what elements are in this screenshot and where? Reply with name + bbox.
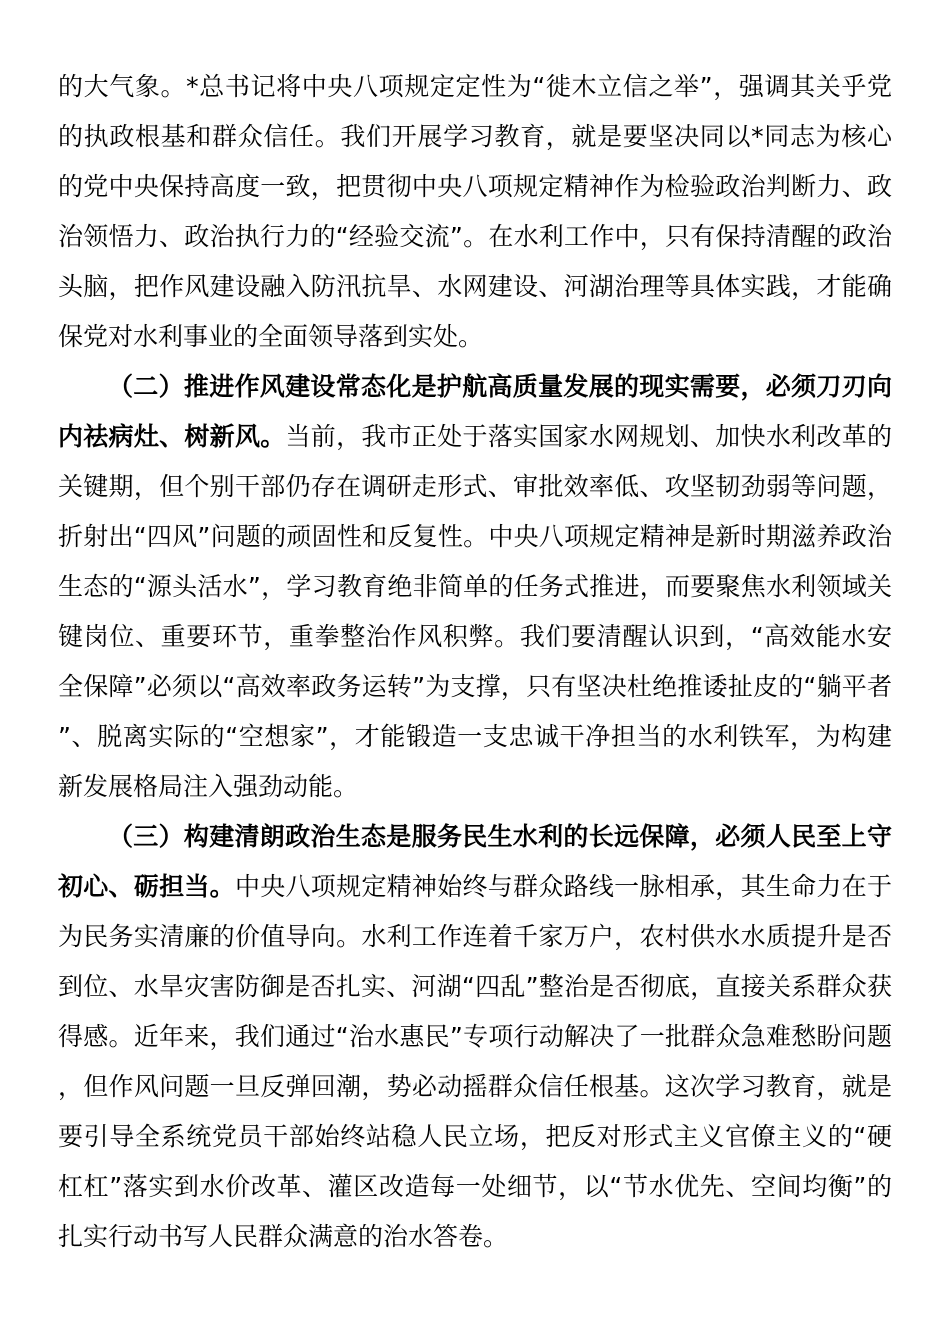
paragraph-3	[58, 812, 892, 1262]
paragraph-1	[58, 62, 892, 362]
paragraph-1-body: 的大气象。*总书记将中央八项规定定性为“徙木立信之举”，强调其关乎党的执政根基和群众信任。我们开展学习教育，就是要坚决同以*同志为核心的党中央保持高度一致，把贯彻中央八项规定精神作为检验政治判断力、政治领悟力、政治执行力的“经验交流”。在水利工作中，只有保持清醒的政治头脑，把作风建设融入防汛抗旱、水网建设、河湖治理等具体实践，才能确保党对水利事业的全面领导落到实处。	[58, 72, 892, 351]
paragraph-3-heading: （三）构建清朗政治生态是服务民生水利的长远保障，必须人民至上守初心、砺担当。	[58, 822, 892, 901]
paragraph-2-heading: （二）推进作风建设常态化是护航高质量发展的现实需要，必须刀刃向内祛病灶、树新风。	[58, 372, 892, 451]
paragraph-2-body: 当前，我市正处于落实国家水网规划、加快水利改革的关键期，但个别干部仍存在调研走形式、审批效率低、攻坚韧劲弱等问题，折射出“四风”问题的顽固性和反复性。中央八项规定精神是新时期滋养政治生态的“源头活水”，学习教育绝非简单的任务式推进，而要聚焦水利领域关键岗位、重要环节，重拳整治作风积弊。我们要清醒认识到，“高效能水安全保障”必须以“高效率政务运转”为支撑，只有坚决杜绝推诿扯皮的“躺平者”、脱离实际的“空想家”，才能锻造一支忠诚干净担当的水利铁军，为构建新发展格局注入强劲动能。	[58, 422, 892, 801]
paragraph-3-body: 中央八项规定精神始终与群众路线一脉相承，其生命力在于为民务实清廉的价值导向。水利工作连着千家万户，农村供水水质提升是否到位、水旱灾害防御是否扎实、河湖“四乱”整治是否彻底，直接关系群众获得感。近年来，我们通过“治水惠民”专项行动解决了一批群众急难愁盼问题，但作风问题一旦反弹回潮，势必动摇群众信任根基。这次学习教育，就是要引导全系统党员干部始终站稳人民立场，把反对形式主义官僚主义的“硬杠杠”落实到水价改革、灌区改造每一处细节，以“节水优先、空间均衡”的扎实行动书写人民群众满意的治水答卷。	[58, 872, 892, 1251]
paragraph-2	[58, 362, 892, 812]
document-page	[58, 62, 892, 1262]
